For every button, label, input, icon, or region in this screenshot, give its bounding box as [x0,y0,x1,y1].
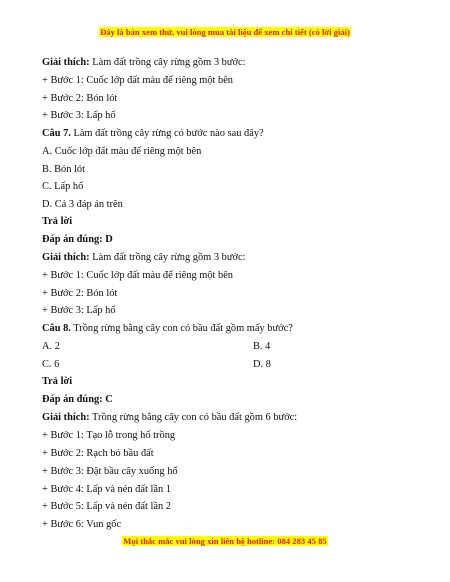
step-item: + Bước 1: Tạo lỗ trong hố trồng [42,430,176,441]
option-d: D. Cả 3 đáp án trên [42,199,123,210]
step-item: + Bước 2: Bón lót [42,93,118,104]
step-item: + Bước 3: Đặt bầu cây xuống hố [42,466,178,477]
explanation: Giải thích: Làm đất trồng cây rừng gồm 3 bước: [42,57,246,68]
step-item: + Bước 1: Cuốc lớp đất màu để riêng một bên [42,75,234,86]
option-a: A. 2 [42,341,60,352]
step-item: + Bước 6: Vun gốc [42,519,122,530]
step-item: + Bước 2: Rạch bỏ bầu đất [42,448,154,459]
answer-heading: Trả lời [42,376,73,387]
question-7: Câu 7. Làm đất trồng cây rừng có bước nào sau đây? [42,128,264,139]
step-item: + Bước 4: Lấp và nén đất lần 1 [42,484,171,495]
step-item: + Bước 1: Cuốc lớp đất màu để riêng một bên [42,270,234,281]
option-c: C. 6 [42,359,60,370]
explanation: Giải thích: Làm đất trồng cây rừng gồm 3 bước: [42,252,246,263]
correct-answer: Đáp án đúng: D [42,234,113,245]
option-b: B. Bón lót [42,164,86,175]
option-a: A. Cuốc lớp đất màu để riêng một bên [42,146,202,157]
option-b: B. 4 [253,341,271,352]
step-item: + Bước 5: Lấp và nén đất lần 2 [42,501,171,512]
step-item: + Bước 3: Lấp hố [42,305,116,316]
explanation: Giải thích: Trồng rừng bằng cây con có bầu đất gồm 6 bước: [42,412,298,423]
question-8: Câu 8. Trồng rừng bằng cây con có bầu đất gồm mấy bước? [42,323,293,334]
step-item: + Bước 3: Lấp hố [42,110,116,121]
option-c: C. Lấp hố [42,181,84,192]
footer-banner: Mọi thắc mắc vui lòng xin liên hệ hotline: 084 283 45 85 [123,536,327,546]
answer-heading: Trả lời [42,216,73,227]
option-d: D. 8 [253,359,271,370]
correct-answer: Đáp án đúng: C [42,394,113,405]
step-item: + Bước 2: Bón lót [42,288,118,299]
header-banner: Đây là bản xem thử, vui lòng mua tài liệu để xem chi tiết (có lời giải) [100,27,350,37]
